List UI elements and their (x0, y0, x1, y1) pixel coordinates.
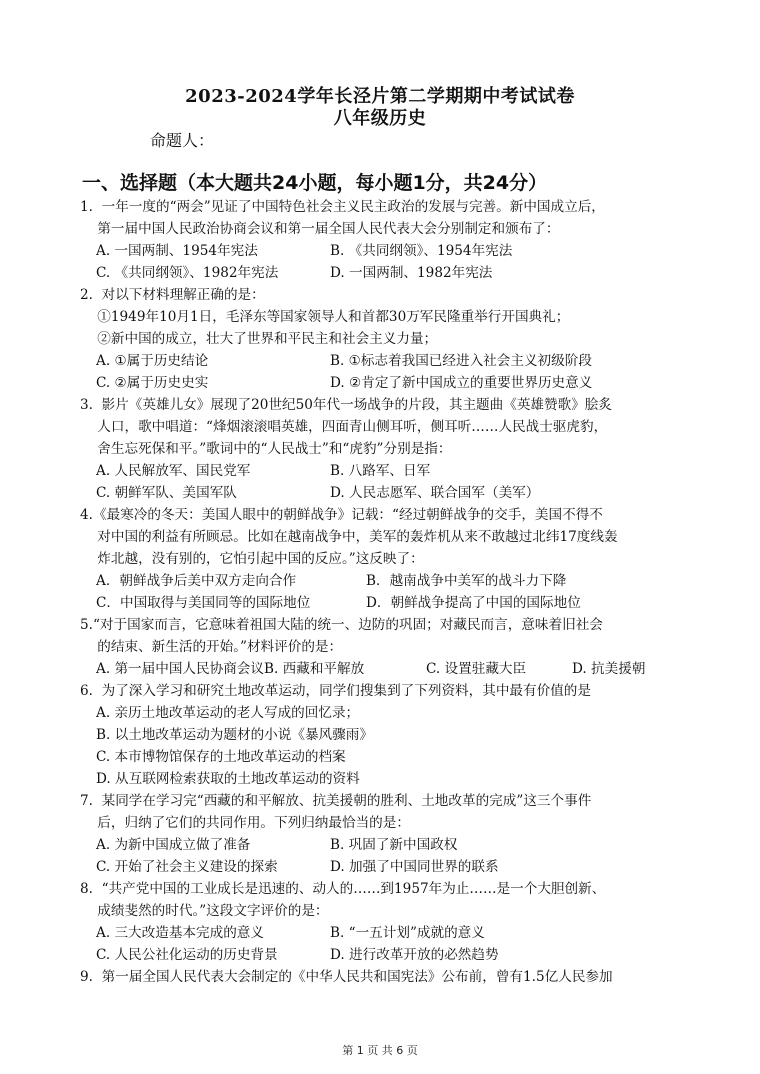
question-1-line: 第一届中国人民政治协商会议和第一届全国人民代表大会分别制定和颁布了： (80, 221, 560, 237)
question-7-option: D. 加强了中国同世界的联系 (330, 859, 499, 875)
question-7-line: 后，归纳了它们的共同作用。下列归纳最恰当的是： (80, 815, 410, 831)
question-4-option: B．越南战争中美军的战斗力下降 (366, 573, 567, 589)
question-6-line: 6. 为了深入学习和研究土地改革运动，同学们搜集到了下列资料，其中最有价值的是 (80, 683, 591, 699)
question-8-line: 8. “共产党中国的工业成长是迅速的、动人的……到1957年为止……是一个大胆创新、 (80, 881, 606, 897)
question-2-option: A. ①属于历史结论 (96, 353, 209, 369)
question-3-option: B. 八路军、日军 (330, 463, 431, 479)
question-5-option: A. 第一届中国人民协商会议 (96, 661, 264, 677)
question-6-option: C. 本市博物馆保存的土地改革运动的档案 (96, 749, 346, 765)
question-7-option: C. 开始了社会主义建设的探索 (96, 859, 278, 875)
question-2-option: D. ②肯定了新中国成立的重要世界历史意义 (330, 375, 593, 391)
section-title: 一、选择题（本大题共24小题，每小题1分，共24分） (82, 172, 548, 194)
question-2-line: 2. 对以下材料理解正确的是： (80, 287, 265, 303)
question-1-option: B. 《共同纲领》、1954年宪法 (330, 243, 513, 259)
question-4-option: A．朝鲜战争后美中双方走向合作 (96, 573, 297, 589)
question-3-line: 3. 影片《英雄儿女》展现了20世纪50年代一场战争的片段，其主题曲《英雄赞歌》脍炙 (80, 397, 612, 413)
question-8-line: 成绩斐然的时代。”这段文字评价的是： (80, 903, 329, 919)
question-7-line: 7. 某同学在学习完“西藏的和平解放、抗美援朝的胜利、土地改革的完成”这三个事件 (80, 793, 592, 809)
question-1-option: C. 《共同纲领》、1982年宪法 (96, 265, 279, 281)
question-1-option: A. 一国两制、1954年宪法 (96, 243, 258, 259)
question-5-option: C. 设置驻藏大臣 (426, 661, 527, 677)
question-4-line: 对中国的利益有所顾忌。比如在越南战争中，美军的轰炸机从来不敢越过北纬17度线轰 (80, 529, 618, 545)
question-2-line: ①1949年10月1日，毛泽东等国家领导人和首都30万军民隆重举行开国典礼； (80, 309, 570, 325)
author-label: 命题人： (150, 131, 215, 150)
question-5-line: 的结束、新生活的开始。”材料评价的是： (80, 639, 343, 655)
question-3-option: A. 人民解放军、国民党军 (96, 463, 251, 479)
question-7-option: B. 巩固了新中国政权 (330, 837, 458, 853)
question-8-option: D. 进行改革开放的必然趋势 (330, 947, 499, 963)
exam-subtitle: 八年级历史 (333, 108, 427, 129)
question-8-option: A. 三大改造基本完成的意义 (96, 925, 264, 941)
question-2-option: C. ②属于历史史实 (96, 375, 209, 391)
question-3-option: C. 朝鲜军队、美国军队 (96, 485, 237, 501)
question-2-option: B. ①标志着我国已经进入社会主义初级阶段 (330, 353, 592, 369)
question-6-option: D. 从互联网检索获取的土地改革运动的资料 (96, 771, 360, 787)
question-4-line: 4.《最寒冷的冬天：美国人眼中的朝鲜战争》记载：“经过朝鲜战争的交手，美国不得不 (80, 507, 603, 523)
question-2-line: ②新中国的成立，壮大了世界和平民主和社会主义力量； (80, 331, 438, 347)
question-3-line: 舍生忘死保和平。”歌词中的“人民战士”和“虎豹”分别是指： (80, 441, 452, 457)
question-3-line: 人口，歌中唱道：“烽烟滚滚唱英雄，四面青山侧耳听，侧耳听……人民战士驱虎豹， (80, 419, 608, 435)
question-4-line: 炸北越，没有别的，它怕引起中国的反应。”这反映了： (80, 551, 424, 567)
question-6-option: A. 亲历土地改革运动的老人写成的回忆录； (96, 705, 360, 721)
question-1-line: 1. 一年一度的“两会”见证了中国特色社会主义民主政治的发展与完善。新中国成立后， (80, 199, 605, 215)
question-8-option: B. “一五计划”成就的意义 (330, 925, 485, 941)
question-9-line: 9. 第一届全国人民代表大会制定的《中华人民共和国宪法》公布前，曾有1.5亿人民参加 (80, 969, 613, 985)
question-5-option: B. 西藏和平解放 (264, 661, 365, 677)
question-4-option: D．朝鲜战争提高了中国的国际地位 (366, 595, 581, 611)
question-6-option: B. 以土地改革运动为题材的小说《暴风骤雨》 (96, 727, 373, 743)
question-3-option: D. 人民志愿军、联合国军（美军） (330, 485, 540, 501)
question-4-option: C．中国取得与美国同等的国际地位 (96, 595, 311, 611)
exam-title: 2023-2024学年长泾片第二学期期中考试试卷 (185, 86, 575, 107)
question-1-option: D. 一国两制、1982年宪法 (330, 265, 493, 281)
question-8-option: C. 人民公社化运动的历史背景 (96, 947, 278, 963)
page-footer: 第 1 页 共 6 页 (342, 1044, 418, 1057)
question-5-option: D. 抗美援朝 (572, 661, 646, 677)
question-5-line: 5.“对于国家而言，它意味着祖国大陆的统一、边防的巩固；对藏民而言，意味着旧社会 (80, 617, 603, 633)
question-7-option: A. 为新中国成立做了准备 (96, 837, 251, 853)
